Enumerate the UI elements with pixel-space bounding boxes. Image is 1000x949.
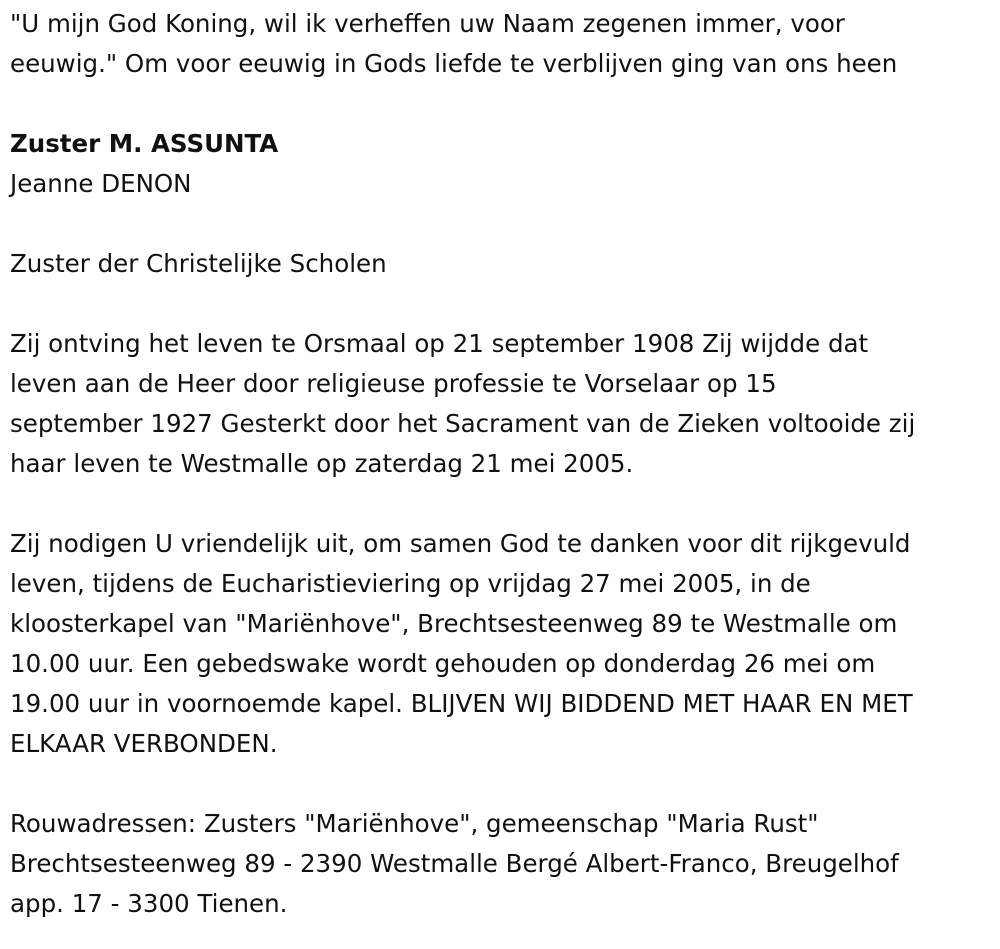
addresses-line-1: Rouwadressen: Zusters "Mariënhove", gemeenschap "Maria Rust" [10, 809, 819, 838]
spacer [10, 764, 990, 804]
spacer [10, 284, 990, 324]
invitation-line-3: kloosterkapel van "Mariënhove", Brechtsesteenweg 89 te Westmalle om [10, 609, 898, 638]
invitation-line-2: leven, tijdens de Eucharistieviering op vrijdag 27 mei 2005, in de [10, 569, 811, 598]
life-line-1: Zij ontving het leven te Orsmaal op 21 september 1908 Zij wijdde dat [10, 329, 869, 358]
invitation-line-5: 19.00 uur in voornoemde kapel. BLIJVEN WIJ BIDDEND MET HAAR EN MET [10, 689, 913, 718]
invitation-paragraph [10, 524, 990, 764]
spacer [10, 204, 990, 244]
intro-line-2: eeuwig." Om voor eeuwig in Gods liefde te verblijven ging van ons heen [10, 49, 898, 78]
addresses-paragraph [10, 804, 990, 924]
intro-line-1: "U mijn God Koning, wil ik verheffen uw Naam zegenen immer, voor [10, 9, 845, 38]
spacer [10, 84, 990, 124]
addresses-line-2: Brechtsesteenweg 89 - 2390 Westmalle Bergé Albert-Franco, Breugelhof [10, 849, 899, 878]
invitation-line-1: Zij nodigen U vriendelijk uit, om samen God te danken voor dit rijkgevuld [10, 529, 911, 558]
life-paragraph [10, 324, 990, 484]
civil-name: Jeanne DENON [10, 169, 192, 198]
life-line-2: leven aan de Heer door religieuse professie te Vorselaar op 15 [10, 369, 777, 398]
spacer [10, 484, 990, 524]
addresses-line-3: app. 17 - 3300 Tienen. [10, 889, 288, 918]
life-line-4: haar leven te Westmalle op zaterdag 21 mei 2005. [10, 449, 634, 478]
invitation-line-4: 10.00 uur. Een gebedswake wordt gehouden op donderdag 26 mei om [10, 649, 876, 678]
intro-paragraph [10, 4, 990, 84]
congregation: Zuster der Christelijke Scholen [10, 249, 387, 278]
life-line-3: september 1927 Gesterkt door het Sacrament van de Zieken voltooide zij [10, 409, 916, 438]
religious-name: Zuster M. ASSUNTA [10, 129, 279, 158]
invitation-line-6: ELKAAR VERBONDEN. [10, 729, 278, 758]
